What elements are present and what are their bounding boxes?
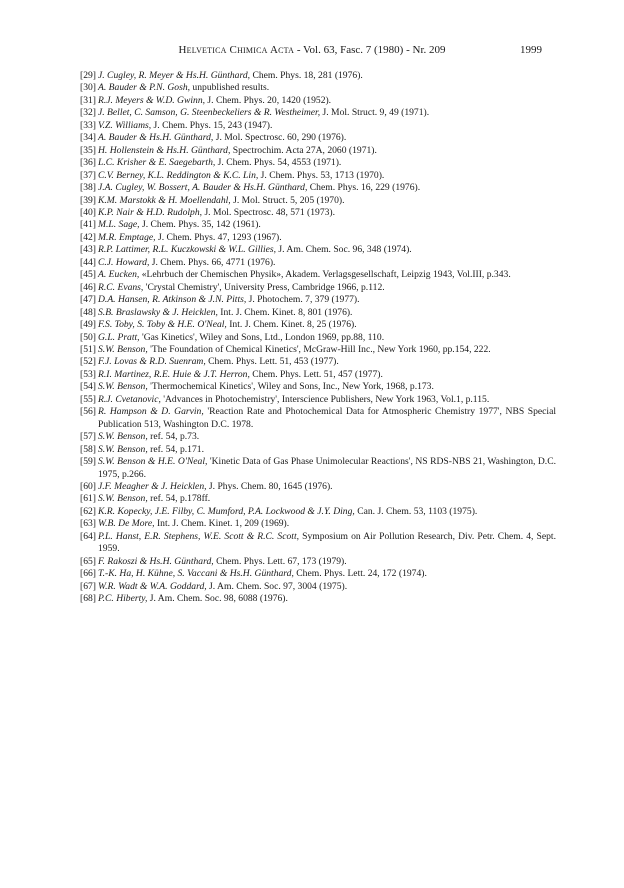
reference-number: [51] (80, 343, 96, 355)
reference-citation: J. Chem. Phys. 54, 4553 (1971). (215, 157, 342, 169)
reference-number: [62] (80, 505, 96, 517)
reference-number: [32] (80, 107, 96, 119)
reference-citation: «Lehrbuch der Chemischen Physik», Akadem. Verlagsgesellschaft, Leipzig 1943, Vol.III, p.343. (139, 269, 511, 281)
reference-number: [34] (80, 132, 96, 144)
reference-authors: P.L. Hanst, E.R. Stephens, W.E. Scott & R.C. Scott, (98, 530, 300, 542)
reference-number: [30] (80, 82, 96, 94)
reference-authors: F.S. Toby, S. Toby & H.E. O'Neal, (98, 319, 227, 331)
reference-number: [40] (80, 206, 96, 218)
reference-item (80, 244, 556, 256)
reference-citation: Symposium on Air Pollution Research, Div. Petr. Chem. 4, Sept. 1959. (98, 530, 556, 555)
reference-number: [64] (80, 530, 96, 542)
reference-number: [44] (80, 256, 96, 268)
reference-number: [56] (80, 406, 96, 418)
reference-authors: A. Bauder & P.N. Gosh, (98, 82, 191, 94)
reference-item (80, 456, 556, 481)
reference-number: [35] (80, 144, 96, 156)
reference-item (80, 369, 556, 381)
reference-authors: G.L. Pratt, (98, 331, 140, 343)
reference-authors: W.R. Wadt & W.A. Goddard, (98, 580, 207, 592)
reference-citation: 'Advances in Photochemistry', Interscience Publishers, New York 1963, Vol.1, p.115. (160, 393, 490, 405)
reference-citation: J. Mol. Spectrosc. 48, 571 (1973). (202, 206, 336, 218)
reference-item (80, 182, 556, 194)
reference-authors: V.Z. Williams, (98, 119, 152, 131)
reference-item (80, 107, 556, 119)
reference-item (80, 531, 556, 556)
reference-item (80, 518, 556, 530)
reference-item (80, 556, 556, 568)
page-number: 1999 (520, 44, 542, 56)
reference-number: [45] (80, 269, 96, 281)
reference-citation: J. Chem. Phys. 47, 1293 (1967). (155, 231, 282, 243)
reference-citation: J. Mol. Struct. 9, 49 (1971). (320, 107, 430, 119)
reference-item (80, 381, 556, 393)
reference-item (80, 82, 556, 94)
reference-citation: J. Am. Chem. Soc. 96, 348 (1974). (276, 244, 412, 256)
reference-citation: J. Chem. Phys. 66, 4771 (1976). (149, 256, 276, 268)
reference-authors: R.P. Lattimer, R.L. Kuczkowski & W.L. Gillies, (98, 244, 277, 256)
reference-list (80, 70, 556, 605)
reference-item (80, 493, 556, 505)
reference-authors: K.P. Nair & H.D. Rudolph, (98, 206, 203, 218)
reference-number: [61] (80, 493, 96, 505)
reference-authors: T.-K. Ha, H. Kühne, S. Vaccani & Hs.H. Günthard, (98, 568, 294, 580)
reference-item (80, 394, 556, 406)
reference-citation: J. Am. Chem. Soc. 97, 3004 (1975). (206, 580, 348, 592)
reference-item (80, 307, 556, 319)
reference-number: [47] (80, 294, 96, 306)
reference-authors: K.M. Marstokk & H. Moellendahl, (98, 194, 231, 206)
reference-citation: Int. J. Chem. Kinet. 1, 209 (1969). (154, 518, 290, 530)
reference-authors: S.W. Benson, (98, 431, 148, 443)
reference-citation: J. Photochem. 7, 379 (1977). (246, 294, 360, 306)
reference-citation: J. Phys. Chem. 80, 1645 (1976). (206, 480, 333, 492)
reference-item (80, 95, 556, 107)
reference-authors: S.W. Benson, (98, 381, 148, 393)
reference-authors: S.W. Benson & H.E. O'Neal, (98, 456, 208, 468)
reference-item (80, 257, 556, 269)
reference-item (80, 431, 556, 443)
reference-item (80, 219, 556, 231)
reference-citation: J. Am. Chem. Soc. 98, 6088 (1976). (147, 593, 288, 605)
reference-number: [53] (80, 368, 96, 380)
reference-authors: J. Bellet, C. Samson, G. Steenbeckeliers & R. Westheimer, (98, 107, 321, 119)
reference-citation: Chem. Phys. 16, 229 (1976). (307, 182, 421, 194)
reference-citation: ref. 54, p.178ff. (147, 493, 211, 505)
reference-authors: R. Hampson & D. Garvin, (98, 406, 204, 418)
reference-number: [60] (80, 480, 96, 492)
reference-citation: Spectrochim. Acta 27A, 2060 (1971). (230, 144, 377, 156)
reference-authors: H. Hollenstein & Hs.H. Günthard, (98, 144, 231, 156)
reference-authors: W.B. De More, (98, 518, 155, 530)
reference-authors: J.A. Cugley, W. Bossert, A. Bauder & Hs.H. Günthard, (98, 182, 308, 194)
reference-number: [41] (80, 219, 96, 231)
reference-citation: Can. J. Chem. 53, 1103 (1975). (354, 505, 478, 517)
reference-authors: L.C. Krisher & E. Saegebarth, (98, 157, 216, 169)
reference-number: [58] (80, 443, 96, 455)
reference-item (80, 282, 556, 294)
reference-item (80, 444, 556, 456)
reference-citation: ref. 54, p.171. (147, 443, 204, 455)
reference-number: [31] (80, 94, 96, 106)
issue-details: - Vol. 63, Fasc. 7 (1980) - Nr. 209 (294, 44, 446, 56)
reference-number: [63] (80, 518, 96, 530)
reference-authors: P.C. Hiberty, (98, 593, 148, 605)
reference-citation: J. Chem. Phys. 20, 1420 (1952). (205, 94, 332, 106)
reference-item (80, 568, 556, 580)
reference-number: [52] (80, 356, 96, 368)
reference-citation: Chem. Phys. 18, 281 (1976). (250, 70, 363, 81)
reference-item (80, 132, 556, 144)
reference-number: [68] (80, 593, 96, 605)
reference-citation: J. Chem. Phys. 53, 1713 (1970). (258, 169, 385, 181)
reference-number: [43] (80, 244, 96, 256)
reference-citation: 'The Foundation of Chemical Kinetics', McGraw-Hill Inc., New York 1960, pp.154, 222. (147, 343, 491, 355)
reference-item (80, 145, 556, 157)
reference-citation: Chem. Phys. Lett. 51, 453 (1977). (205, 356, 339, 368)
reference-item (80, 195, 556, 207)
reference-item (80, 170, 556, 182)
reference-item (80, 120, 556, 132)
reference-item (80, 593, 556, 605)
reference-authors: K.R. Kopecky, J.E. Filby, C. Mumford, P.A. Lockwood & J.Y. Ding, (98, 505, 355, 517)
reference-citation: J. Chem. Phys. 15, 243 (1947). (151, 119, 273, 131)
reference-citation: J. Mol. Struct. 5, 205 (1970). (230, 194, 345, 206)
reference-authors: C.V. Berney, K.L. Reddington & K.C. Lin, (98, 169, 259, 181)
reference-citation: 'Thermochemical Kinetics', Wiley and Sons, Inc., New York, 1968, p.173. (147, 381, 434, 393)
reference-number: [54] (80, 381, 96, 393)
reference-item (80, 157, 556, 169)
reference-number: [37] (80, 169, 96, 181)
reference-authors: S.W. Benson, (98, 493, 148, 505)
reference-citation: 'Crystal Chemistry', University Press, Cambridge 1966, p.112. (143, 281, 385, 293)
reference-authors: S.W. Benson, (98, 343, 148, 355)
reference-authors: C.J. Howard, (98, 256, 150, 268)
reference-citation: 'Kinetic Data of Gas Phase Unimolecular Reactions', NS RDS-NBS 21, Washington, D.C. 1975, p.266. (98, 456, 556, 480)
reference-citation: J. Mol. Spectrosc. 60, 290 (1976). (213, 132, 347, 144)
reference-item (80, 506, 556, 518)
reference-authors: J.F. Meagher & J. Heicklen, (98, 480, 207, 492)
reference-item (80, 232, 556, 244)
reference-number: [48] (80, 306, 96, 318)
reference-citation: unpublished results. (190, 82, 270, 94)
reference-citation: J. Chem. Phys. 35, 142 (1961). (139, 219, 261, 231)
reference-authors: F. Rakoszi & Hs.H. Günthard, (98, 555, 214, 567)
reference-authors: M.L. Sage, (98, 219, 140, 231)
reference-number: [67] (80, 580, 96, 592)
reference-citation: Chem. Phys. Lett. 24, 172 (1974). (293, 568, 427, 580)
reference-number: [57] (80, 431, 96, 443)
reference-authors: D.A. Hansen, R. Atkinson & J.N. Pitts, (98, 294, 247, 306)
reference-item (80, 481, 556, 493)
reference-citation: Int. J. Chem. Kinet. 8, 801 (1976). (217, 306, 353, 318)
reference-authors: S.B. Braslawsky & J. Heicklen, (98, 306, 218, 318)
reference-item (80, 294, 556, 306)
reference-number: [33] (80, 119, 96, 131)
reference-item (80, 581, 556, 593)
reference-number: [50] (80, 331, 96, 343)
reference-authors: F.J. Lovas & R.D. Suenram, (98, 356, 206, 368)
reference-item (80, 269, 556, 281)
reference-item (80, 356, 556, 368)
reference-citation: ref. 54, p.73. (147, 431, 200, 443)
reference-authors: R.C. Evans, (98, 281, 144, 293)
reference-item (80, 70, 556, 82)
reference-authors: J. Cugley, R. Meyer & Hs.H. Günthard, (98, 70, 251, 81)
reference-authors: R.J. Meyers & W.D. Gwinn, (98, 94, 206, 106)
reference-authors: S.W. Benson, (98, 443, 148, 455)
reference-citation: Chem. Phys. Lett. 51, 457 (1977). (249, 368, 383, 380)
reference-number: [66] (80, 568, 96, 580)
reference-citation: 'Gas Kinetics', Wiley and Sons, Ltd., London 1969, pp.88, 110. (139, 331, 385, 343)
reference-number: [42] (80, 231, 96, 243)
reference-item (80, 319, 556, 331)
reference-citation: Int. J. Chem. Kinet. 8, 25 (1976). (226, 319, 357, 331)
reference-item (80, 207, 556, 219)
reference-number: [59] (80, 456, 96, 468)
reference-number: [49] (80, 319, 96, 331)
reference-number: [65] (80, 555, 96, 567)
reference-number: [55] (80, 393, 96, 405)
reference-authors: A. Bauder & Hs.H. Günthard, (98, 132, 214, 144)
journal-name: Helvetica Chimica Acta (178, 44, 295, 56)
reference-authors: A. Eucken, (98, 269, 140, 281)
reference-item (80, 332, 556, 344)
running-header (0, 42, 624, 58)
reference-authors: M.R. Emptage, (98, 231, 156, 243)
reference-number: [46] (80, 281, 96, 293)
reference-number: [29] (80, 70, 96, 81)
reference-number: [39] (80, 194, 96, 206)
reference-item (80, 344, 556, 356)
reference-citation: Chem. Phys. Lett. 67, 173 (1979). (213, 555, 347, 567)
reference-item (80, 406, 556, 431)
reference-authors: R.I. Martinez, R.E. Huie & J.T. Herron, (98, 368, 250, 380)
reference-citation: 'Reaction Rate and Photochemical Data for Atmospheric Chemistry 1977', NBS Special Publication 513, Washington D.C. 1978. (98, 406, 557, 430)
reference-number: [38] (80, 182, 96, 194)
reference-authors: R.J. Cvetanovic, (98, 393, 161, 405)
reference-number: [36] (80, 157, 96, 169)
